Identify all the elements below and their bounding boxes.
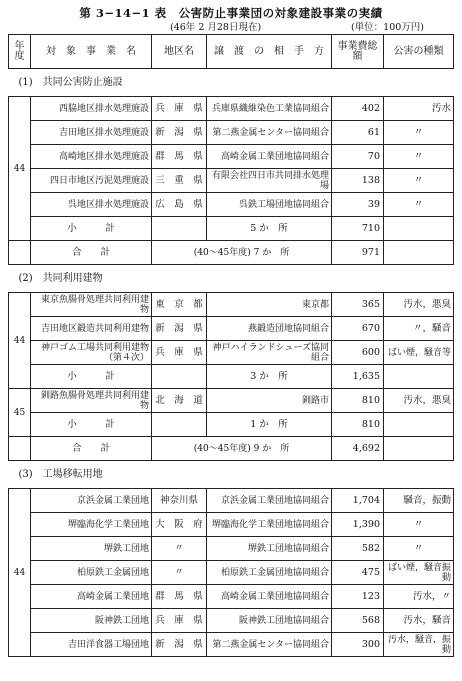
project-name: 西脇地区排水処理施設 bbox=[31, 97, 152, 121]
table-row bbox=[9, 169, 454, 193]
table-row bbox=[9, 341, 454, 365]
section-heading-row bbox=[9, 461, 454, 489]
pollution-type: 汚水，〃 bbox=[384, 585, 454, 609]
year-cell: 44 bbox=[9, 97, 31, 241]
region: 群 馬 県 bbox=[152, 145, 207, 169]
header-year: 年度 bbox=[9, 35, 31, 69]
subtotal-label: 小 計 bbox=[31, 365, 152, 389]
region: 神奈川県 bbox=[152, 489, 207, 513]
region: 三 重 県 bbox=[152, 169, 207, 193]
cost: 670 bbox=[332, 317, 384, 341]
table-row bbox=[9, 145, 454, 169]
subtotal-row bbox=[9, 413, 454, 437]
section-heading: (1) 共同公害防止施設 bbox=[9, 69, 454, 97]
pollution-type: 〃 bbox=[384, 169, 454, 193]
pollution-type: 〃 bbox=[384, 513, 454, 537]
table-row bbox=[9, 293, 454, 317]
pollution-type: 汚水，悪臭 bbox=[384, 389, 454, 413]
total-range: (40〜45年度) bbox=[193, 443, 251, 454]
project-name: 釧路魚腸骨処理共同利用建物 bbox=[31, 389, 152, 413]
project-name: 四日市地区汚泥処理施設 bbox=[31, 169, 152, 193]
project-name: 神戸ゴム工場共同利用建物（第４次） bbox=[31, 341, 152, 365]
data-table bbox=[8, 34, 454, 657]
region: 北 海 道 bbox=[152, 389, 207, 413]
party: 神戸ハイランドシューズ協同組合 bbox=[207, 341, 332, 365]
table-row bbox=[9, 97, 454, 121]
unit-label: (単位：100万円) bbox=[350, 22, 424, 33]
year-cell: 44 bbox=[9, 489, 31, 657]
pollution-type: 汚水 bbox=[384, 97, 454, 121]
year-cell: 44 bbox=[9, 293, 31, 389]
total-row bbox=[9, 241, 454, 265]
party: 高崎金属工業団地協同組合 bbox=[207, 585, 332, 609]
subtotal-label: 小 計 bbox=[31, 217, 152, 241]
cost: 402 bbox=[332, 97, 384, 121]
cost: 1,390 bbox=[332, 513, 384, 537]
pollution-type: ばい煙，騒音等 bbox=[384, 341, 454, 365]
total-range-count bbox=[152, 437, 332, 461]
project-name: 東京魚腸骨処理共同利用建物 bbox=[31, 293, 152, 317]
cost: 123 bbox=[332, 585, 384, 609]
subtotal-count: 5 か 所 bbox=[207, 217, 332, 241]
pollution-type: 汚水，騒音 bbox=[384, 609, 454, 633]
region: 〃 bbox=[152, 561, 207, 585]
section-heading: (3) 工場移転用地 bbox=[9, 461, 454, 489]
subtotal-row bbox=[9, 365, 454, 389]
party: 柏原鉄工金属団地協同組合 bbox=[207, 561, 332, 585]
pollution-type: 汚水，悪臭 bbox=[384, 293, 454, 317]
region: 新 潟 県 bbox=[152, 121, 207, 145]
subtotal-cost: 710 bbox=[332, 217, 384, 241]
total-cost: 971 bbox=[332, 241, 384, 265]
total-count: 9 か 所 bbox=[253, 443, 290, 454]
party: 有限会社四日市共同排水処理場 bbox=[207, 169, 332, 193]
party: 釧路市 bbox=[207, 389, 332, 413]
total-cost: 4,692 bbox=[332, 437, 384, 461]
section-heading-row bbox=[9, 69, 454, 97]
table-row bbox=[9, 537, 454, 561]
total-range: (40〜45年度) bbox=[193, 247, 251, 258]
party: 燕鍛造団地協同組合 bbox=[207, 317, 332, 341]
party: 堺鉄工団地協同組合 bbox=[207, 537, 332, 561]
region: 広 島 県 bbox=[152, 193, 207, 217]
pollution-type: 〃 bbox=[384, 193, 454, 217]
cost: 61 bbox=[332, 121, 384, 145]
party: 京浜金属工業団地協同組合 bbox=[207, 489, 332, 513]
table-row bbox=[9, 193, 454, 217]
project-name: 堺臨海化学工業団地 bbox=[31, 513, 152, 537]
region: 東 京 都 bbox=[152, 293, 207, 317]
pollution-type: ばい煙，騒音振動 bbox=[384, 561, 454, 585]
table-row bbox=[9, 609, 454, 633]
subtotal-count: 1 か 所 bbox=[207, 413, 332, 437]
total-label: 合 計 bbox=[31, 437, 152, 461]
party: 阪神鉄工団地協同組合 bbox=[207, 609, 332, 633]
cost: 568 bbox=[332, 609, 384, 633]
table-title: 第 3−14−1 表 公害防止事業団の対象建設事業の実績 bbox=[79, 6, 383, 20]
party: 兵庫県織維染色工業協同組合 bbox=[207, 97, 332, 121]
cost: 1,704 bbox=[332, 489, 384, 513]
cost: 810 bbox=[332, 389, 384, 413]
party: 高崎金属工業団地協同組合 bbox=[207, 145, 332, 169]
region: 大 阪 府 bbox=[152, 513, 207, 537]
pollution-type: 汚水，騒音，振動 bbox=[384, 633, 454, 657]
header-party: 譲 渡 の 相 手 方 bbox=[207, 35, 332, 69]
region: 兵 庫 県 bbox=[152, 609, 207, 633]
header-region: 地区名 bbox=[152, 35, 207, 69]
region: 兵 庫 県 bbox=[152, 97, 207, 121]
table-row bbox=[9, 585, 454, 609]
cost: 365 bbox=[332, 293, 384, 317]
total-label: 合 計 bbox=[31, 241, 152, 265]
cost: 582 bbox=[332, 537, 384, 561]
project-name: 京浜金属工業団地 bbox=[31, 489, 152, 513]
year-cell: 45 bbox=[9, 389, 31, 437]
cost: 475 bbox=[332, 561, 384, 585]
cost: 138 bbox=[332, 169, 384, 193]
header-row bbox=[9, 35, 454, 69]
header-cost: 事業費総 額 bbox=[332, 35, 384, 69]
total-row bbox=[9, 437, 454, 461]
header-project: 対 象 事 業 名 bbox=[31, 35, 152, 69]
pollution-type: 〃，騒音 bbox=[384, 317, 454, 341]
project-name: 吉田地区排水処理施設 bbox=[31, 121, 152, 145]
region: 群 馬 県 bbox=[152, 585, 207, 609]
project-name: 柏原鉄工金属団地 bbox=[31, 561, 152, 585]
cost: 300 bbox=[332, 633, 384, 657]
region: 〃 bbox=[152, 537, 207, 561]
pollution-type: 〃 bbox=[384, 537, 454, 561]
pollution-type: 騒音，振動 bbox=[384, 489, 454, 513]
subtotal-cost: 1,635 bbox=[332, 365, 384, 389]
table-row bbox=[9, 389, 454, 413]
party: 堺臨海化学工業団地協同組合 bbox=[207, 513, 332, 537]
project-name: 吉田地区鍛造共同利用建物 bbox=[31, 317, 152, 341]
table-row bbox=[9, 633, 454, 657]
subtotal-cost: 810 bbox=[332, 413, 384, 437]
total-range-count bbox=[152, 241, 332, 265]
pollution-type: 〃 bbox=[384, 145, 454, 169]
subtotal-count: 3 か 所 bbox=[207, 365, 332, 389]
pollution-type: 〃 bbox=[384, 121, 454, 145]
project-name: 呉地区排水処理施設 bbox=[31, 193, 152, 217]
region: 兵 庫 県 bbox=[152, 341, 207, 365]
party: 東京都 bbox=[207, 293, 332, 317]
header-pollution: 公害の種類 bbox=[384, 35, 454, 69]
subtotal-row bbox=[9, 217, 454, 241]
table-row bbox=[9, 513, 454, 537]
table-row bbox=[9, 561, 454, 585]
project-name: 高崎金属工業団地 bbox=[31, 585, 152, 609]
section-heading: (2) 共同利用建物 bbox=[9, 265, 454, 293]
table-row bbox=[9, 489, 454, 513]
section-heading-row bbox=[9, 265, 454, 293]
region: 新 潟 県 bbox=[152, 633, 207, 657]
region: 新 潟 県 bbox=[152, 317, 207, 341]
project-name: 高崎地区排水処理施設 bbox=[31, 145, 152, 169]
table-row bbox=[9, 317, 454, 341]
party: 第二燕金属センター協同組合 bbox=[207, 633, 332, 657]
table-row bbox=[9, 121, 454, 145]
total-count: 7 か 所 bbox=[253, 247, 290, 258]
cost: 70 bbox=[332, 145, 384, 169]
party: 第二燕金属センター協同組合 bbox=[207, 121, 332, 145]
party: 呉鉄工場団地協同組合 bbox=[207, 193, 332, 217]
subtotal-label: 小 計 bbox=[31, 413, 152, 437]
cost: 600 bbox=[332, 341, 384, 365]
cost: 39 bbox=[332, 193, 384, 217]
project-name: 堺鉄工団地 bbox=[31, 537, 152, 561]
table-subtitle: (46年 2 月28日現在) bbox=[170, 22, 262, 33]
project-name: 吉田洋食器工場団地 bbox=[31, 633, 152, 657]
project-name: 阪神鉄工団地 bbox=[31, 609, 152, 633]
